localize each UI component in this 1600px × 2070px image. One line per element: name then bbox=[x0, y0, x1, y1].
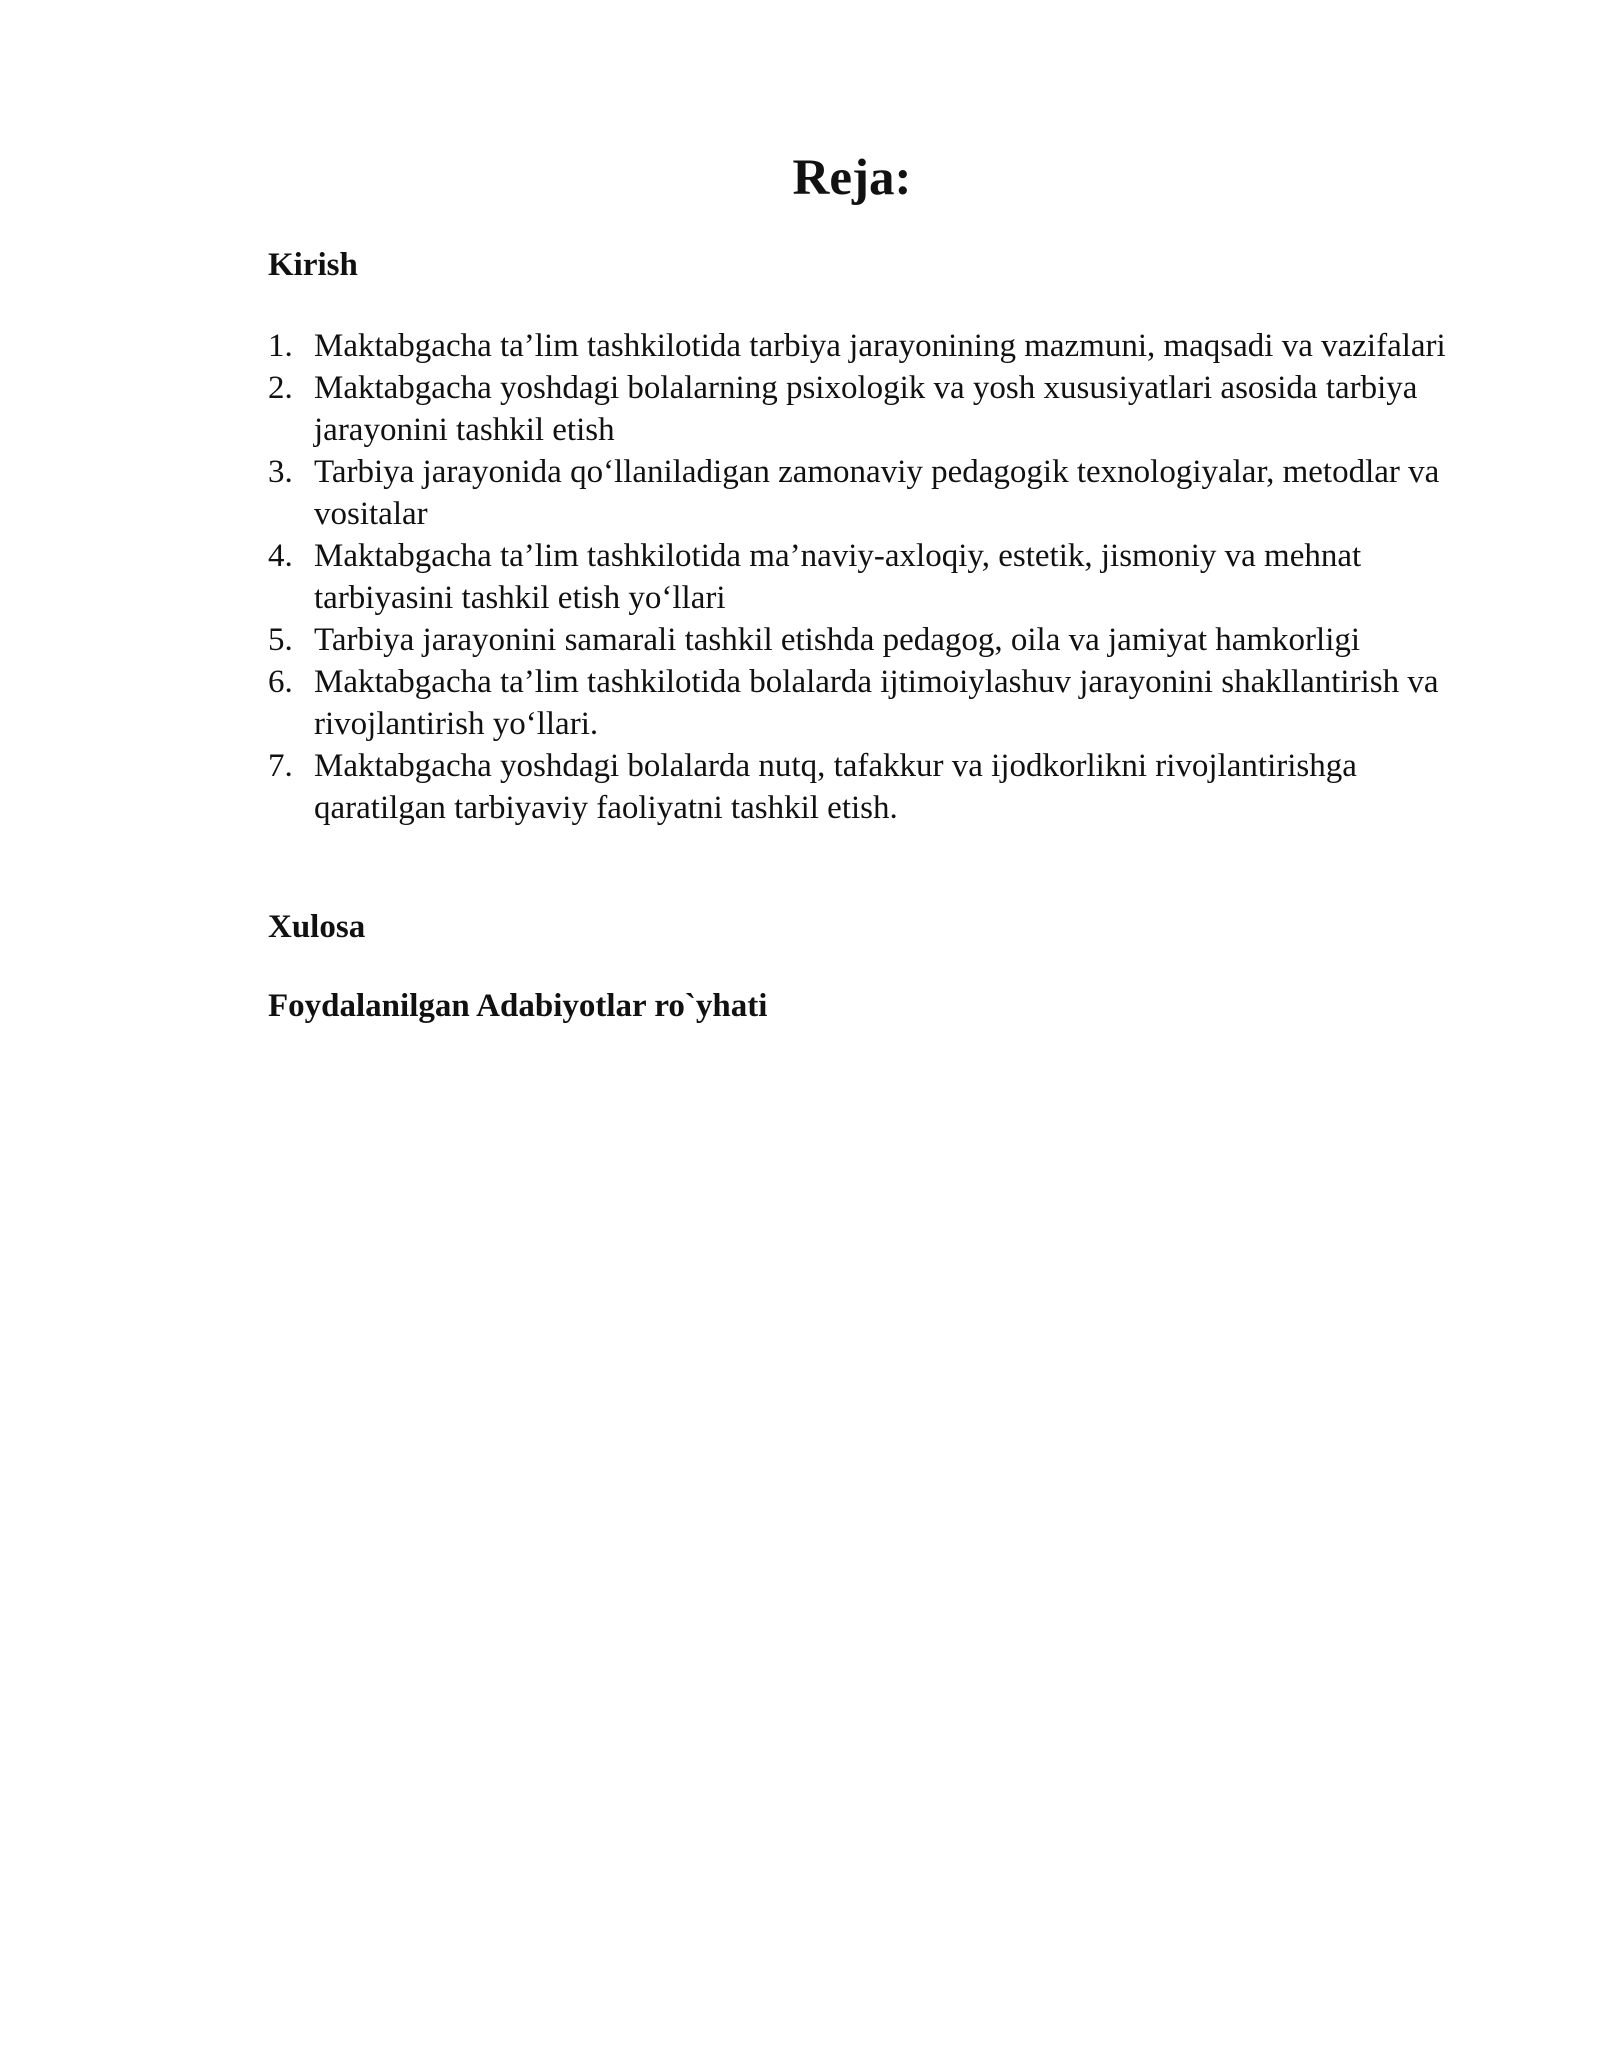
list-item-number: 4. bbox=[268, 538, 293, 574]
list-item-number: 1. bbox=[268, 328, 293, 364]
list-item bbox=[268, 451, 1488, 535]
list-item-number: 5. bbox=[268, 622, 293, 658]
conclusion-heading: Xulosa bbox=[268, 909, 366, 945]
list-item-number: 7. bbox=[268, 748, 293, 784]
list-item bbox=[268, 745, 1488, 829]
list-item bbox=[268, 661, 1488, 745]
list-item-text: Maktabgacha yoshdagi bolalarning psixologik va yosh xususiyatlari asosida tarbiya jarayonini tashkil etish bbox=[314, 370, 1418, 448]
list-item-text: Tarbiya jarayonida qo‘llaniladigan zamonaviy pedagogik texnologiyalar, metodlar va vositalar bbox=[314, 454, 1440, 532]
references-heading: Foydalanilgan Adabiyotlar ro`yhati bbox=[268, 988, 768, 1024]
page-title: Reja: bbox=[792, 150, 912, 206]
list-item-number: 6. bbox=[268, 664, 293, 700]
list-item bbox=[268, 535, 1488, 619]
list-item bbox=[268, 619, 1488, 661]
list-item-text: Maktabgacha ta’lim tashkilotida ma’naviy-axloqiy, estetik, jismoniy va mehnat tarbiyasini tashkil etish yo‘llari bbox=[314, 538, 1362, 616]
list-item-number: 3. bbox=[268, 454, 293, 490]
list-item-text: Maktabgacha ta’lim tashkilotida tarbiya jarayonining mazmuni, maqsadi va vazifalari bbox=[314, 328, 1446, 364]
intro-heading: Kirish bbox=[268, 247, 358, 283]
list-item-text: Tarbiya jarayonini samarali tashkil etishda pedagog, oila va jamiyat hamkorligi bbox=[314, 622, 1361, 658]
list-item-text: Maktabgacha ta’lim tashkilotida bolalarda ijtimoiylashuv jarayonini shakllantirish va rivojlantirish yo‘llari. bbox=[314, 664, 1439, 742]
list-item-number: 2. bbox=[268, 370, 293, 406]
plan-list bbox=[268, 325, 1488, 829]
list-item-text: Maktabgacha yoshdagi bolalarda nutq, tafakkur va ijodkorlikni rivojlantirishga qaratilgan tarbiyaviy faoliyatni tashkil etish. bbox=[314, 748, 1357, 826]
list-item bbox=[268, 367, 1488, 451]
list-item bbox=[268, 325, 1488, 367]
